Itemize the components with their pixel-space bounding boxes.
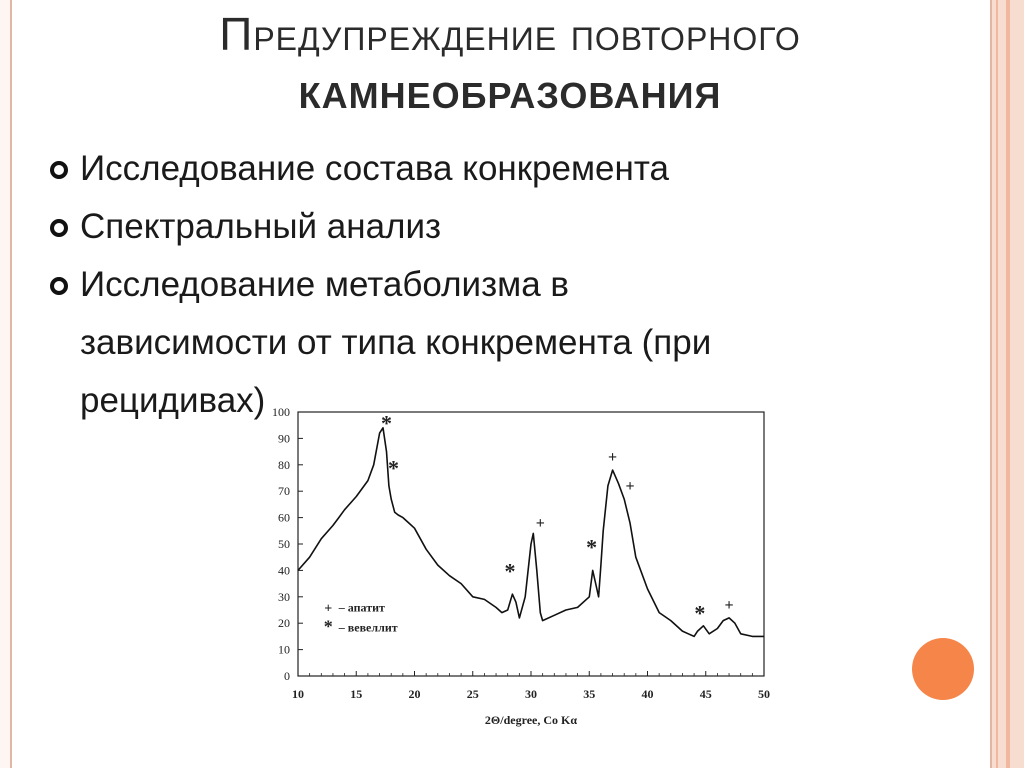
bullet-ring-icon xyxy=(50,161,68,179)
x-tick-label: 25 xyxy=(466,687,479,701)
x-tick-label: 35 xyxy=(583,687,596,701)
bullet-text: Спектральный анализ xyxy=(80,207,442,246)
x-tick-label: 15 xyxy=(350,687,363,701)
bullet-ring-icon xyxy=(50,277,68,295)
y-tick-label: 100 xyxy=(272,405,290,419)
bullet-text-continued: рецидивах) xyxy=(80,381,266,420)
decorative-circle xyxy=(912,638,974,700)
y-tick-label: 70 xyxy=(278,484,290,499)
bullet-text: Исследование состава конкремента xyxy=(80,149,669,188)
legend-symbol: + xyxy=(324,601,333,617)
x-tick-label: 30 xyxy=(525,687,537,701)
legend-symbol: * xyxy=(323,616,333,637)
title-line-2: КАМНЕОБРАЗОВАНИЯ xyxy=(298,75,722,116)
annotation-plus: + xyxy=(607,449,618,467)
legend-label: – апатит xyxy=(338,600,385,615)
x-tick-label: 50 xyxy=(758,687,770,701)
bullet-text: Исследование метаболизма в xyxy=(80,265,569,304)
annotation-plus: + xyxy=(724,597,734,614)
y-tick-label: 90 xyxy=(278,431,290,446)
annotation-asterisk: * xyxy=(586,534,598,560)
annotation-asterisk: * xyxy=(381,410,393,436)
page-title xyxy=(40,4,980,128)
y-tick-label: 40 xyxy=(278,563,290,578)
y-tick-label: 50 xyxy=(278,537,290,551)
bullet-list xyxy=(48,140,908,430)
annotation-asterisk: * xyxy=(504,558,516,584)
annotation-asterisk: * xyxy=(388,455,400,481)
x-tick-label: 10 xyxy=(292,687,304,701)
bullet-item xyxy=(48,140,908,198)
x-axis-label: 2Θ/degree, Co Kα xyxy=(484,713,578,727)
bullet-text-continued: зависимости от типа конкремента (при xyxy=(80,323,712,362)
annotation-asterisk: * xyxy=(694,600,706,626)
y-tick-label: 20 xyxy=(278,616,290,631)
annotation-plus: + xyxy=(625,478,635,496)
y-tick-label: 10 xyxy=(278,642,290,657)
y-tick-label: 80 xyxy=(278,457,290,472)
xrd-chart xyxy=(250,402,780,742)
x-tick-label: 40 xyxy=(641,687,654,701)
legend-label: – вевеллит xyxy=(338,620,398,635)
annotation-plus: + xyxy=(535,515,545,533)
x-tick-label: 45 xyxy=(699,687,712,701)
bullet-ring-icon xyxy=(50,219,68,237)
title-line-1: Предупреждение повторного xyxy=(219,8,801,60)
decorative-stripe xyxy=(1006,0,1010,768)
bullet-item xyxy=(48,198,908,256)
y-tick-label: 30 xyxy=(278,589,290,604)
x-tick-label: 20 xyxy=(408,687,421,701)
decorative-stripe xyxy=(996,0,998,768)
y-tick-label: 60 xyxy=(278,510,290,525)
y-tick-label: 0 xyxy=(284,669,290,683)
